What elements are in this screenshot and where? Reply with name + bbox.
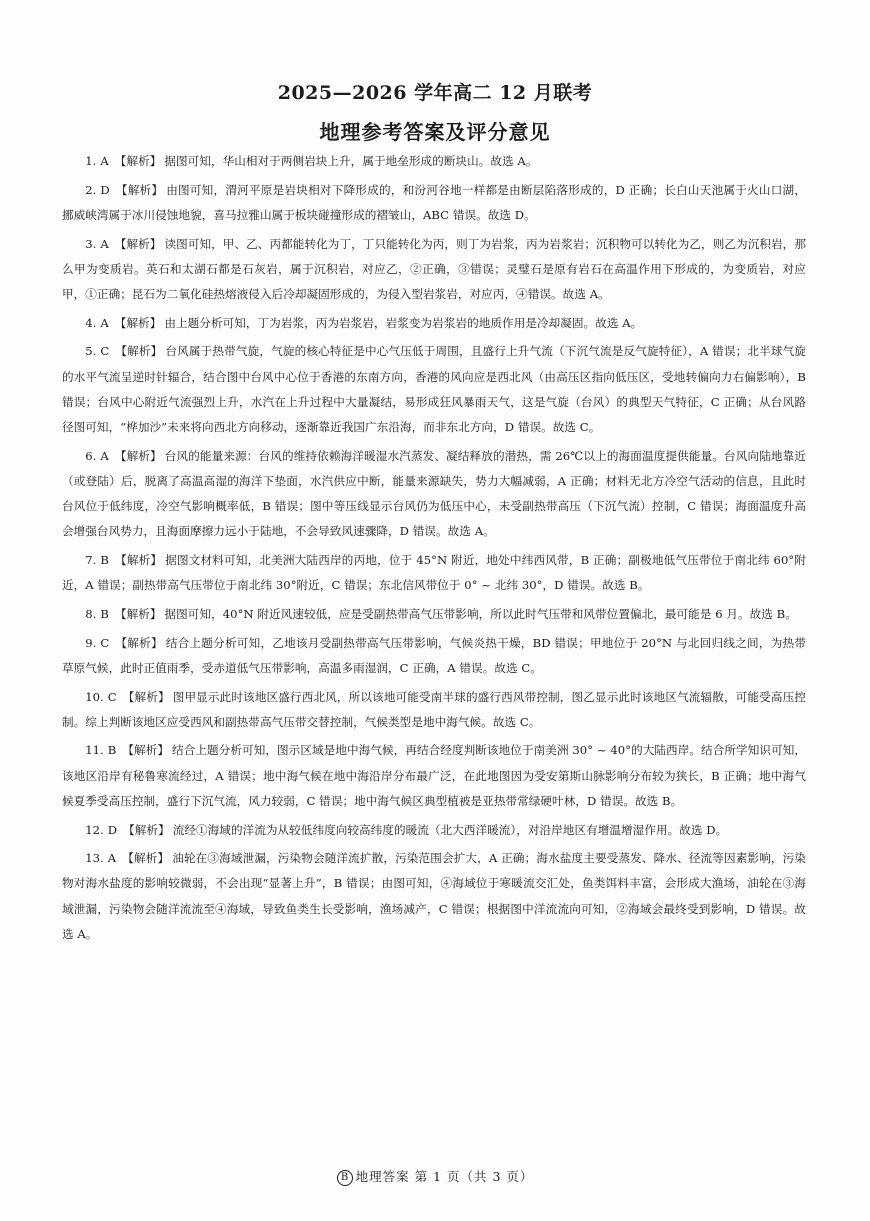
analysis-text: 结合上题分析可知，图示区域是地中海气候，再结合经度判断该地位于南美洲 30° ~ 40°的大陆西岸。结合所学知识可知，该地区沿岸有秘鲁寒流经过，A 错误；地中海气候在地中海沿岸分布最广泛，在此地图因为受安第斯山脉影响分布较为狭长，B 正确；地中海气候夏季受高压控制，盛行下沉气流，风力较弱，C 错误；地中海气候区典型植被是亚热带常绿硬叶林，D 错误。故选 B。 <box>62 743 807 808</box>
analysis-text: 据图文材料可知，北美洲大陆西岸的丙地，位于 45°N 附近，地处中纬西风带，B 正确；副极地低气压带位于南北纬 60°附近，A 错误；副热带高气压带位于南北纬 30°附近，C 错误；东北信风带位于 0° ~ 北纬 30°，D 错误。故选 B。 <box>62 553 806 593</box>
analysis-tag: 【解析】 <box>122 743 170 758</box>
answer-item <box>62 738 806 814</box>
question-number: 4. <box>85 315 97 330</box>
answer-item <box>62 311 806 336</box>
analysis-tag: 【解析】 <box>114 154 162 168</box>
exam-title: 2025—2026 学年高二 12 月联考 <box>277 82 593 104</box>
answer-item <box>62 818 806 843</box>
answer-item <box>62 602 806 627</box>
analysis-text: 由上题分析可知，丁为岩浆，丙为岩浆岩，岩浆变为岩浆岩的地质作用是冷却凝固。故选 A。 <box>164 315 643 330</box>
answer-choice: A <box>100 448 109 463</box>
answer-choice: C <box>107 689 117 704</box>
answer-item <box>62 846 806 947</box>
question-number: 3. <box>85 236 97 251</box>
answer-item <box>62 548 806 598</box>
answer-choice: B <box>100 553 109 568</box>
answer-choice: C <box>100 344 110 359</box>
analysis-tag: 【解析】 <box>114 606 162 621</box>
answer-item <box>62 685 806 735</box>
answer-choice: B <box>107 743 117 758</box>
footer-page-label: 地理答案 第 1 页（共 3 页） <box>355 1169 534 1184</box>
analysis-tag: 【解析】 <box>123 822 170 837</box>
answer-choice: A <box>100 315 109 330</box>
page-footer <box>0 1167 870 1186</box>
analysis-tag: 【解析】 <box>122 851 170 866</box>
analysis-tag: 【解析】 <box>115 182 164 197</box>
analysis-tag: 【解析】 <box>115 635 163 650</box>
question-number: 10. <box>85 689 104 704</box>
question-number: 9. <box>85 635 97 650</box>
answer-choice: C <box>100 635 110 650</box>
analysis-text: 由图可知，渭河平原是岩块相对下降形成的，和汾河谷地一样都是由断层陷落形成的，D 正确；长白山天池属于火山口湖，挪威峡湾属于冰川侵蚀地貌，喜马拉雅山属于板块碰撞形成的褶皱山，ABC 错误。故选 D。 <box>62 182 807 222</box>
question-number: 5. <box>85 344 97 359</box>
answer-choice: A <box>107 851 117 866</box>
question-number: 7. <box>85 553 97 568</box>
answer-choice: B <box>100 606 109 621</box>
question-number: 12. <box>85 822 104 837</box>
answer-item <box>62 339 806 440</box>
analysis-tag: 【解析】 <box>114 448 162 463</box>
version-mark-circle: B <box>337 1170 353 1186</box>
analysis-tag: 【解析】 <box>114 236 162 251</box>
analysis-text: 流经①海域的洋流为从较低纬度向较高纬度的暖流（北大西洋暖流），对沿岸地区有增温增湿作用。故选 D。 <box>172 822 728 837</box>
document-subtitle: 地理参考答案及评分意见 <box>319 120 551 144</box>
question-number: 13. <box>85 851 104 866</box>
answer-item <box>62 232 806 308</box>
analysis-text: 图甲显示此时该地区盛行西北风，所以该地可能受南半球的盛行西风带控制，图乙显示此时该地区气流辐散，可能受高压控制。综上判断该地区应受西风和副热带高气压带交替控制，气候类型是地中海气候。故选 C。 <box>62 689 806 729</box>
answer-list <box>62 149 806 951</box>
analysis-tag: 【解析】 <box>114 553 163 568</box>
question-number: 1. <box>85 154 97 168</box>
answer-choice: D <box>100 182 110 197</box>
analysis-tag: 【解析】 <box>122 689 170 704</box>
analysis-text: 结合上题分析可知，乙地该月受副热带高气压带影响，气候炎热干燥，BD 错误；甲地位于 20°N 与北回归线之间，为热带草原气候，此时正值雨季，受赤道低气压带影响，高温多雨湿润，C 正确，A 错误。故选 C。 <box>62 635 807 675</box>
answer-item <box>62 149 806 174</box>
analysis-text: 台风的能量来源：台风的维持依赖海洋暖湿水汽蒸发、凝结释放的潜热，需 26℃以上的海面温度提供能量。台风向陆地靠近（或登陆）后，脱离了高温高湿的海洋下垫面，水汽供应中断，能量来源缺失，势力大幅减弱，A 正确；材料无北方冷空气活动的信息，且此时台风位于低纬度，冷空气影响概率低，B 错误；图中等压线显示台风仍为低压中心，未受副热带高压（下沉气流）控制，C 错误；海面温度升高会增强台风势力，且海面摩擦力远小于陆地，不会导致风速骤降，D 错误。故选 A。 <box>62 448 806 539</box>
answer-item <box>62 444 806 545</box>
answer-item <box>62 631 806 681</box>
analysis-text: 台风属于热带气旋，气旋的核心特征是中心气压低于周围，且盛行上升气流（下沉气流是反气旋特征），A 错误；北半球气旋的水平气流呈逆时针辐合，结合图中台风中心位于香港的东南方向，香港的风向应是西北风（由高压区指向低压区，受地转偏向力右偏影响），B 错误；台风中心附近气流强烈上升，水汽在上升过程中大量凝结，易形成狂风暴雨天气，这是气旋（台风）的典型天气特征，C 正确；从台风路径图可知，“桦加沙”未来将向西北方向移动，逐渐靠近我国广东沿海，而非东北方向，D 错误。故选 C。 <box>62 344 807 435</box>
analysis-text: 据图可知，华山相对于两侧岩块上升，属于地垒形成的断块山。故选 A。 <box>164 154 538 168</box>
question-number: 2. <box>85 182 97 197</box>
analysis-text: 据图可知，40°N 附近风速较低，应是受副热带高气压带影响，所以此时气压带和风带位置偏北，最可能是 6 月。故选 B。 <box>164 606 797 621</box>
analysis-text: 读图可知，甲、乙、丙都能转化为丁，丁只能转化为丙，则丁为岩浆，丙为岩浆岩；沉积物可以转化为乙，则乙为沉积岩，那么甲为变质岩。英石和太湖石都是石灰岩，属于沉积岩，对应乙，②正确，③错误；灵璧石是原有岩石在高温作用下形成的，为变质岩，对应甲，①正确；昆石为二氧化硅热熔液侵入后冷却凝固形成的，为侵入型岩浆岩，对应丙，④错误。故选 A。 <box>62 236 806 302</box>
answer-choice: A <box>100 236 109 251</box>
analysis-tag: 【解析】 <box>114 315 162 330</box>
analysis-tag: 【解析】 <box>115 344 163 359</box>
question-number: 11. <box>85 743 104 758</box>
analysis-text: 油轮在③海域泄漏，污染物会随洋流扩散，污染范围会扩大，A 正确；海水盐度主要受蒸发、降水、径流等因素影响，污染物对海水盐度的影响较微弱，不会出现“显著上升”，B 错误；由图可知，④海域位于寒暖流交汇处，鱼类饵料丰富，会形成大渔场，油轮在③海域泄漏，污染物会随洋流流至④海域，导致鱼类生长受影响，渔场减产，C 错误；根据图中洋流流向可知，②海域会最终受到影响，D 错误。故选 A。 <box>62 851 806 941</box>
question-number: 8. <box>85 606 97 621</box>
answer-choice: D <box>107 822 118 837</box>
answer-choice: A <box>100 154 109 168</box>
answer-item <box>62 178 806 228</box>
question-number: 6. <box>85 448 97 463</box>
